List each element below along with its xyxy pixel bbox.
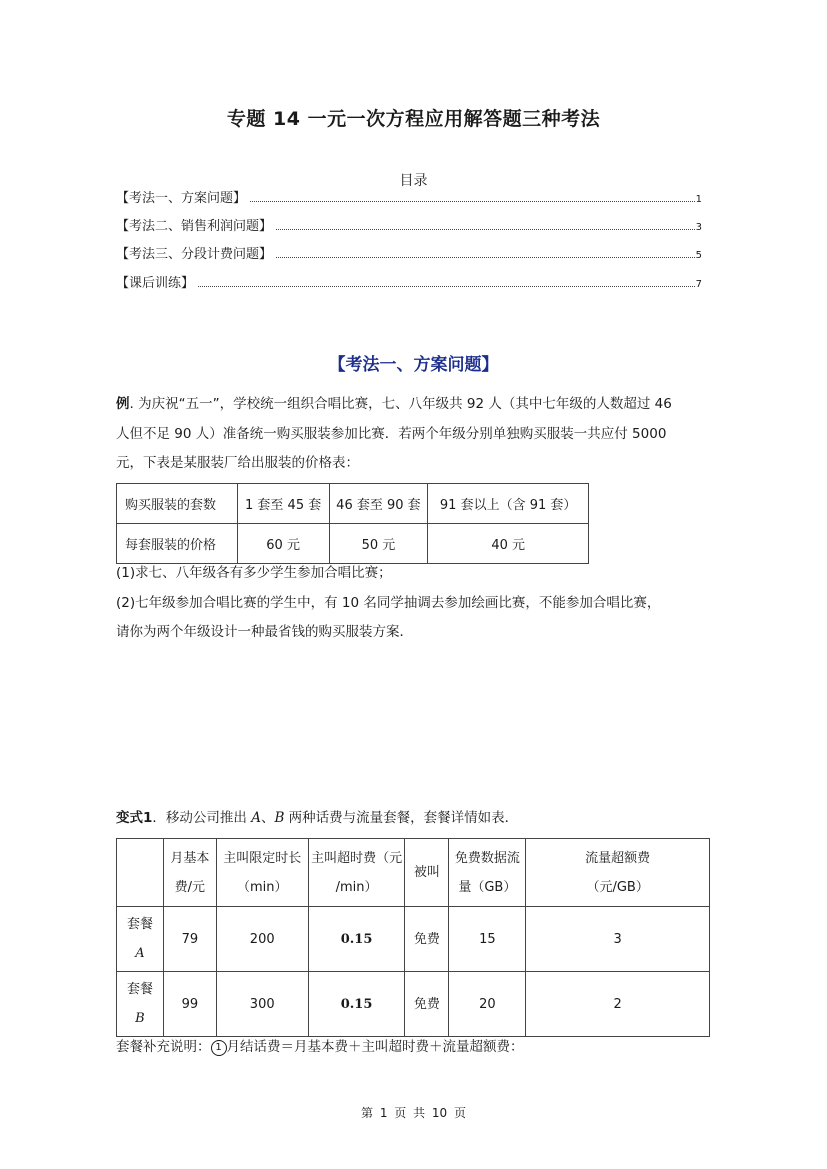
plan-name-cell: 套餐 B bbox=[117, 972, 164, 1037]
toc-entry-page: 3 bbox=[695, 222, 702, 233]
table-cell: 免费 bbox=[405, 907, 449, 972]
toc-leader-dots bbox=[198, 286, 695, 287]
toc-entry-label: 【考法三、分段计费问题】 bbox=[116, 247, 273, 262]
page-footer: 第 1 页 共 10 页 bbox=[361, 1106, 466, 1120]
table-cell: 免费 bbox=[405, 972, 449, 1037]
plan-table bbox=[116, 838, 710, 1037]
variant-problem: 变式1．移动公司推出 A、B 两种话费与流量套餐，套餐详情如表． bbox=[116, 810, 519, 826]
section-heading: 【考法一、方案问题】 bbox=[328, 355, 499, 375]
table-cell: 3 bbox=[526, 907, 710, 972]
table-cell: 60 元 bbox=[237, 524, 329, 564]
toc-leader-dots bbox=[276, 229, 695, 230]
questions bbox=[116, 559, 716, 648]
table-cell: 1 套至 45 套 bbox=[237, 484, 329, 524]
header-cell: 主叫限定时长 （min） bbox=[216, 839, 308, 907]
table-cell: 300 bbox=[216, 972, 308, 1037]
toc-entry-page: 7 bbox=[695, 279, 702, 290]
table-cell: 15 bbox=[449, 907, 526, 972]
table-cell: 91 套以上（含 91 套） bbox=[428, 484, 589, 524]
table-row bbox=[117, 972, 710, 1037]
table-cell: 购买服装的套数 bbox=[117, 484, 238, 524]
variant-label: 变式1 bbox=[116, 810, 153, 826]
toc-leader-dots bbox=[276, 257, 695, 258]
table-cell: 2 bbox=[526, 972, 710, 1037]
toc-leader-dots bbox=[250, 201, 695, 202]
table-header-row bbox=[117, 839, 710, 907]
table-cell: 99 bbox=[163, 972, 216, 1037]
header-cell: 免费数据流 量（GB） bbox=[449, 839, 526, 907]
header-cell: 主叫超时费（元 /min） bbox=[308, 839, 405, 907]
question-2: (2)七年级参加合唱比赛的学生中，有 10 名同学抽调去参加绘画比赛，不能参加合唱比赛， bbox=[116, 594, 661, 611]
var-a: A bbox=[251, 810, 261, 826]
example-label: 例 bbox=[116, 396, 130, 412]
example-problem bbox=[116, 390, 716, 479]
table-cell: 79 bbox=[163, 907, 216, 972]
toc-entry-page: 5 bbox=[695, 250, 702, 261]
toc-entry-label: 【考法一、方案问题】 bbox=[116, 191, 247, 206]
document-title: 专题 14 一元一次方程应用解答题三种考法 bbox=[226, 108, 601, 130]
header-cell: 月基本 费/元 bbox=[163, 839, 216, 907]
table-cell: 0.15 bbox=[308, 907, 405, 972]
toc-entry[interactable] bbox=[116, 216, 702, 234]
example-line-3: 元，下表是某服装厂给出服装的价格表： bbox=[116, 455, 359, 471]
header-cell bbox=[117, 839, 164, 907]
question-1: (1)求七、八年级各有多少学生参加合唱比赛； bbox=[116, 565, 392, 581]
table-cell: 0.15 bbox=[308, 972, 405, 1037]
table-row bbox=[117, 484, 589, 524]
toc-entry[interactable] bbox=[116, 273, 702, 291]
table-cell: 每套服装的价格 bbox=[117, 524, 238, 564]
toc-entry-label: 【考法二、销售利润问题】 bbox=[116, 219, 273, 234]
example-line-1: 例. 为庆祝“五一”，学校统一组织合唱比赛，七、八年级共 92 人（其中七年级的人数超过 46 bbox=[116, 396, 672, 412]
var-b: B bbox=[274, 810, 285, 826]
toc-entry-label: 【课后训练】 bbox=[116, 276, 195, 291]
plan-note: 套餐补充说明： 1 月结话费＝月基本费＋主叫超时费＋流量超额费： bbox=[116, 1039, 524, 1055]
header-cell: 被叫 bbox=[405, 839, 449, 907]
header-cell: 流量超额费 （元/GB） bbox=[526, 839, 710, 907]
table-row bbox=[117, 524, 589, 564]
table-cell: 200 bbox=[216, 907, 308, 972]
table-cell: 40 元 bbox=[428, 524, 589, 564]
circled-number-icon: 1 bbox=[211, 1040, 227, 1056]
table-cell: 20 bbox=[449, 972, 526, 1037]
toc-entry[interactable] bbox=[116, 188, 702, 206]
question-2-cont: 请你为两个年级设计一种最省钱的购买服装方案． bbox=[116, 624, 413, 640]
toc-heading: 目录 bbox=[399, 173, 428, 189]
plan-name-cell: 套餐 A bbox=[117, 907, 164, 972]
price-table bbox=[116, 483, 589, 564]
table-cell: 46 套至 90 套 bbox=[329, 484, 428, 524]
toc-entry[interactable] bbox=[116, 244, 702, 262]
table-cell: 50 元 bbox=[329, 524, 428, 564]
toc-entry-page: 1 bbox=[695, 194, 702, 205]
example-line-2: 人但不足 90 人）准备统一购买服装参加比赛．若两个年级分别单独购买服装一共应付 5000 bbox=[116, 425, 667, 442]
table-row bbox=[117, 907, 710, 972]
